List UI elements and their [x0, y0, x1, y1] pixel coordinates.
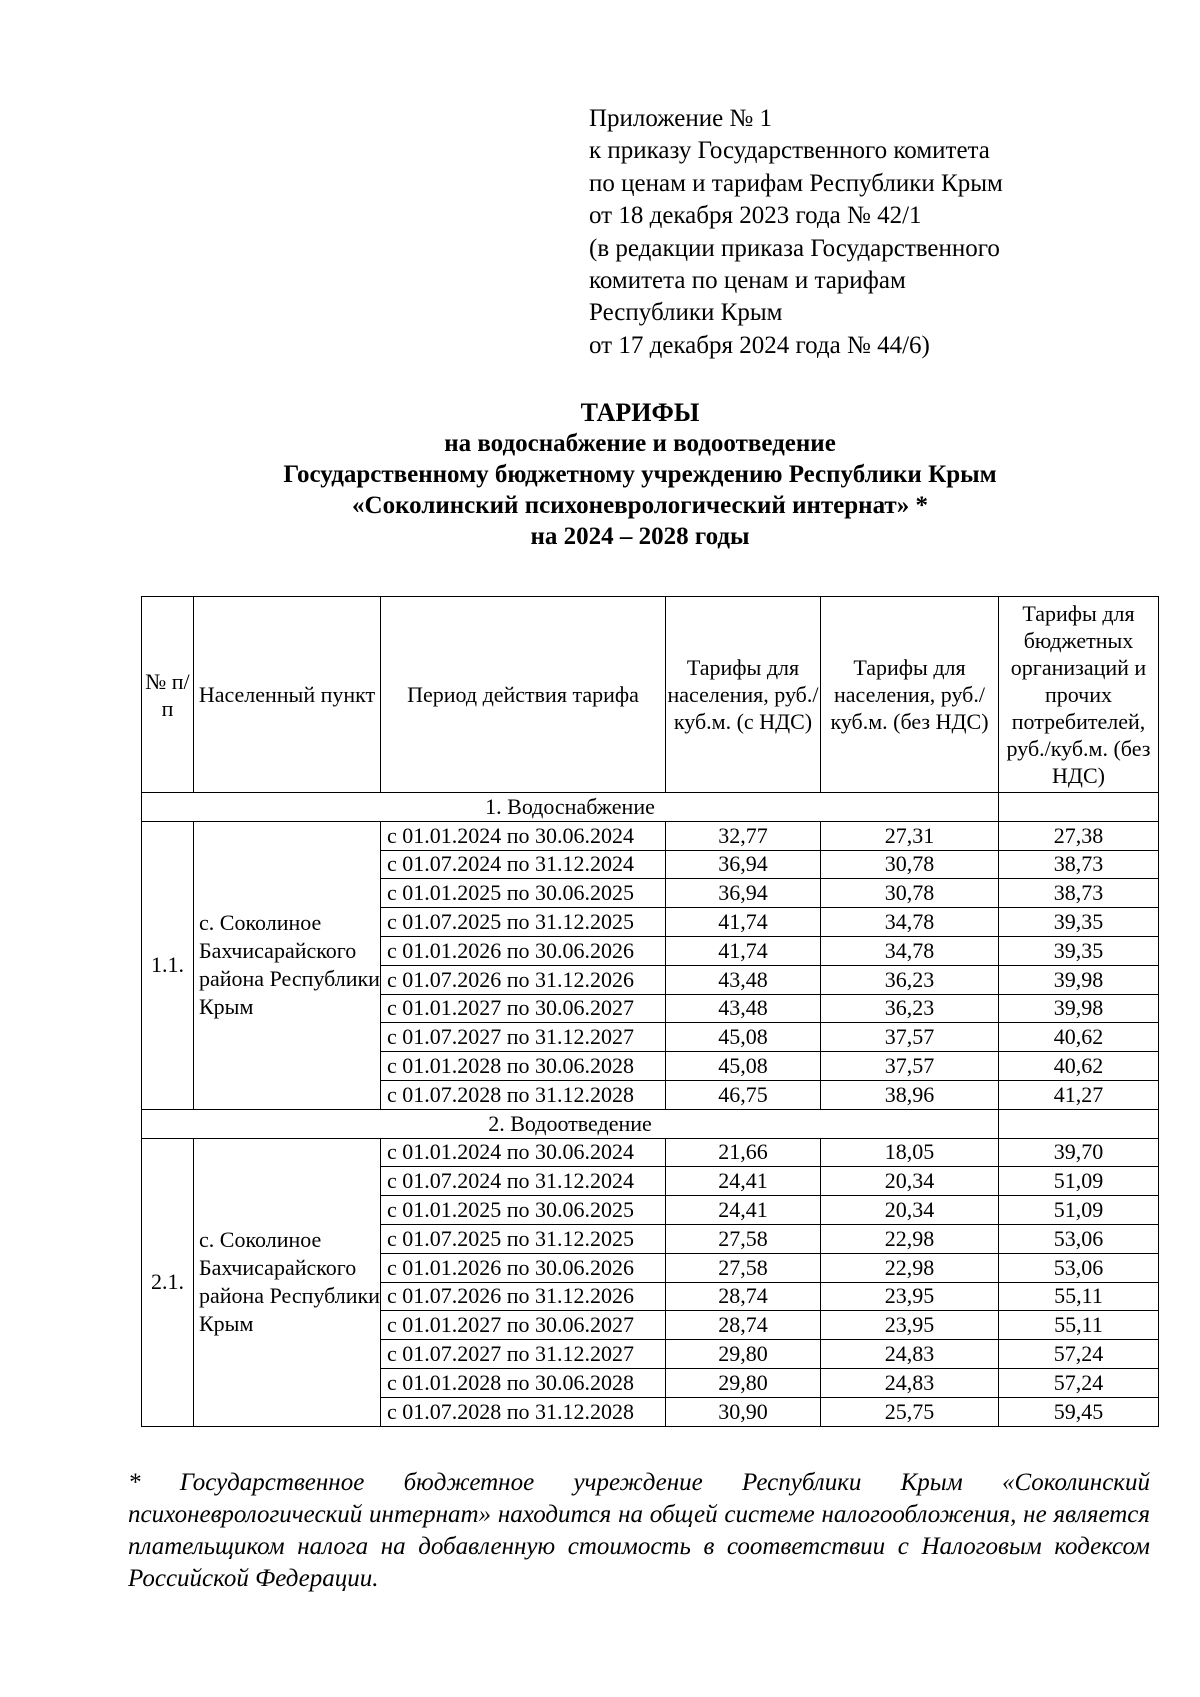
budget-cell: 53,06 — [999, 1224, 1159, 1253]
period-cell: с 01.07.2027 по 31.12.2027 — [381, 1023, 666, 1052]
budget-cell: 41,27 — [999, 1080, 1159, 1109]
budget-cell: 39,98 — [999, 965, 1159, 994]
pop-vat-cell: 46,75 — [666, 1080, 821, 1109]
period-cell: с 01.07.2028 по 31.12.2028 — [381, 1397, 666, 1426]
pop-vat-cell: 27,58 — [666, 1253, 821, 1282]
period-cell: с 01.07.2025 по 31.12.2025 — [381, 908, 666, 937]
pop-vat-cell: 21,66 — [666, 1138, 821, 1167]
section-title-row — [142, 793, 1159, 822]
budget-cell: 38,73 — [999, 879, 1159, 908]
document-title — [0, 397, 1200, 552]
appendix-line: комитета по ценам и тарифам — [589, 267, 906, 295]
title-line: на 2024 – 2028 годы — [530, 523, 750, 550]
budget-cell: 40,62 — [999, 1052, 1159, 1081]
period-cell: с 01.01.2025 по 30.06.2025 — [381, 879, 666, 908]
pop-vat-cell: 32,77 — [666, 821, 821, 850]
budget-cell: 39,35 — [999, 936, 1159, 965]
budget-cell: 55,11 — [999, 1282, 1159, 1311]
pop-novat-cell: 18,05 — [821, 1138, 999, 1167]
row-number: 1.1. — [142, 821, 194, 1109]
pop-novat-cell: 36,23 — [821, 994, 999, 1023]
header-budget: Тарифы для бюджетных организаций и прочих потребителей, руб./куб.м. (без НДС) — [999, 597, 1159, 793]
section-empty-cell — [999, 1109, 1159, 1138]
pop-novat-cell: 30,78 — [821, 850, 999, 879]
table-header-row — [142, 597, 1159, 793]
period-cell: с 01.07.2024 по 31.12.2024 — [381, 850, 666, 879]
budget-cell: 27,38 — [999, 821, 1159, 850]
tariff-table — [141, 596, 1159, 1427]
period-cell: с 01.07.2024 по 31.12.2024 — [381, 1167, 666, 1196]
title-line: на водоснабжение и водоотведение — [444, 430, 836, 457]
appendix-line: (в редакции приказа Государственного — [589, 234, 1000, 262]
pop-vat-cell: 28,74 — [666, 1282, 821, 1311]
title-line: «Соколинский психоневрологический интернат» * — [352, 492, 928, 519]
period-cell: с 01.07.2025 по 31.12.2025 — [381, 1224, 666, 1253]
budget-cell: 39,98 — [999, 994, 1159, 1023]
pop-novat-cell: 38,96 — [821, 1080, 999, 1109]
pop-vat-cell: 29,80 — [666, 1368, 821, 1397]
budget-cell: 53,06 — [999, 1253, 1159, 1282]
pop-novat-cell: 20,34 — [821, 1196, 999, 1225]
pop-novat-cell: 30,78 — [821, 879, 999, 908]
period-cell: с 01.01.2027 по 30.06.2027 — [381, 994, 666, 1023]
budget-cell: 57,24 — [999, 1340, 1159, 1369]
budget-cell: 39,70 — [999, 1138, 1159, 1167]
pop-vat-cell: 28,74 — [666, 1311, 821, 1340]
pop-novat-cell: 24,83 — [821, 1340, 999, 1369]
appendix-line: Республики Крым — [589, 299, 783, 327]
appendix-line: от 18 декабря 2023 года № 42/1 — [589, 202, 922, 230]
period-cell: с 01.07.2028 по 31.12.2028 — [381, 1080, 666, 1109]
pop-vat-cell: 43,48 — [666, 965, 821, 994]
budget-cell: 55,11 — [999, 1311, 1159, 1340]
appendix-block — [589, 103, 1003, 362]
period-cell: с 01.01.2024 по 30.06.2024 — [381, 1138, 666, 1167]
pop-novat-cell: 25,75 — [821, 1397, 999, 1426]
budget-cell: 59,45 — [999, 1397, 1159, 1426]
header-period: Период действия тарифа — [381, 597, 666, 793]
period-cell: с 01.01.2028 по 30.06.2028 — [381, 1368, 666, 1397]
pop-vat-cell: 45,08 — [666, 1023, 821, 1052]
pop-vat-cell: 27,58 — [666, 1224, 821, 1253]
pop-novat-cell: 34,78 — [821, 936, 999, 965]
appendix-line: к приказу Государственного комитета — [589, 137, 990, 165]
title-line: Государственному бюджетному учреждению Республики Крым — [283, 461, 997, 488]
pop-novat-cell: 37,57 — [821, 1023, 999, 1052]
budget-cell: 51,09 — [999, 1167, 1159, 1196]
header-locality: Населенный пункт — [194, 597, 381, 793]
pop-novat-cell: 22,98 — [821, 1224, 999, 1253]
budget-cell: 57,24 — [999, 1368, 1159, 1397]
period-cell: с 01.01.2025 по 30.06.2025 — [381, 1196, 666, 1225]
pop-novat-cell: 22,98 — [821, 1253, 999, 1282]
period-cell: с 01.01.2028 по 30.06.2028 — [381, 1052, 666, 1081]
footnote: * Государственное бюджетное учреждение Республики Крым «Соколинский психоневрологический интернат» находится на общей системе налогообложения, не является плательщиком налога на добавленную стоимость в соответствии с Налоговым кодексом Российской Федерации. — [128, 1469, 1150, 1592]
pop-novat-cell: 20,34 — [821, 1167, 999, 1196]
section-title-row — [142, 1109, 1159, 1138]
pop-novat-cell: 27,31 — [821, 821, 999, 850]
period-cell: с 01.01.2026 по 30.06.2026 — [381, 936, 666, 965]
locality: с. Соколиное Бахчисарайского района Республики Крым — [194, 821, 381, 1109]
budget-cell: 38,73 — [999, 850, 1159, 879]
pop-novat-cell: 23,95 — [821, 1282, 999, 1311]
header-pop-novat: Тарифы для населения, руб./куб.м. (без НДС) — [821, 597, 999, 793]
table-row — [142, 1138, 1159, 1167]
period-cell: с 01.07.2026 по 31.12.2026 — [381, 965, 666, 994]
pop-novat-cell: 23,95 — [821, 1311, 999, 1340]
pop-vat-cell: 41,74 — [666, 908, 821, 937]
table-row — [142, 821, 1159, 850]
section-title: 2. Водоотведение — [142, 1109, 999, 1138]
period-cell: с 01.07.2027 по 31.12.2027 — [381, 1340, 666, 1369]
budget-cell: 39,35 — [999, 908, 1159, 937]
pop-vat-cell: 24,41 — [666, 1167, 821, 1196]
header-num: № п/п — [142, 597, 194, 793]
budget-cell: 40,62 — [999, 1023, 1159, 1052]
pop-novat-cell: 36,23 — [821, 965, 999, 994]
appendix-line: по ценам и тарифам Республики Крым — [589, 169, 1003, 197]
pop-vat-cell: 43,48 — [666, 994, 821, 1023]
budget-cell: 51,09 — [999, 1196, 1159, 1225]
section-empty-cell — [999, 793, 1159, 822]
pop-vat-cell: 36,94 — [666, 879, 821, 908]
header-pop-vat: Тарифы для населения, руб./куб.м. (с НДС) — [666, 597, 821, 793]
pop-vat-cell: 36,94 — [666, 850, 821, 879]
appendix-line: Приложение № 1 — [589, 105, 773, 132]
period-cell: с 01.01.2026 по 30.06.2026 — [381, 1253, 666, 1282]
title-main: ТАРИФЫ — [580, 398, 700, 427]
pop-vat-cell: 30,90 — [666, 1397, 821, 1426]
pop-novat-cell: 24,83 — [821, 1368, 999, 1397]
appendix-line: от 17 декабря 2024 года № 44/6) — [589, 331, 930, 359]
locality: с. Соколиное Бахчисарайского района Республики Крым — [194, 1138, 381, 1426]
row-number: 2.1. — [142, 1138, 194, 1426]
pop-novat-cell: 34,78 — [821, 908, 999, 937]
pop-vat-cell: 41,74 — [666, 936, 821, 965]
period-cell: с 01.01.2027 по 30.06.2027 — [381, 1311, 666, 1340]
pop-vat-cell: 29,80 — [666, 1340, 821, 1369]
pop-novat-cell: 37,57 — [821, 1052, 999, 1081]
section-title: 1. Водоснабжение — [142, 793, 999, 822]
pop-vat-cell: 45,08 — [666, 1052, 821, 1081]
pop-vat-cell: 24,41 — [666, 1196, 821, 1225]
period-cell: с 01.01.2024 по 30.06.2024 — [381, 821, 666, 850]
period-cell: с 01.07.2026 по 31.12.2026 — [381, 1282, 666, 1311]
